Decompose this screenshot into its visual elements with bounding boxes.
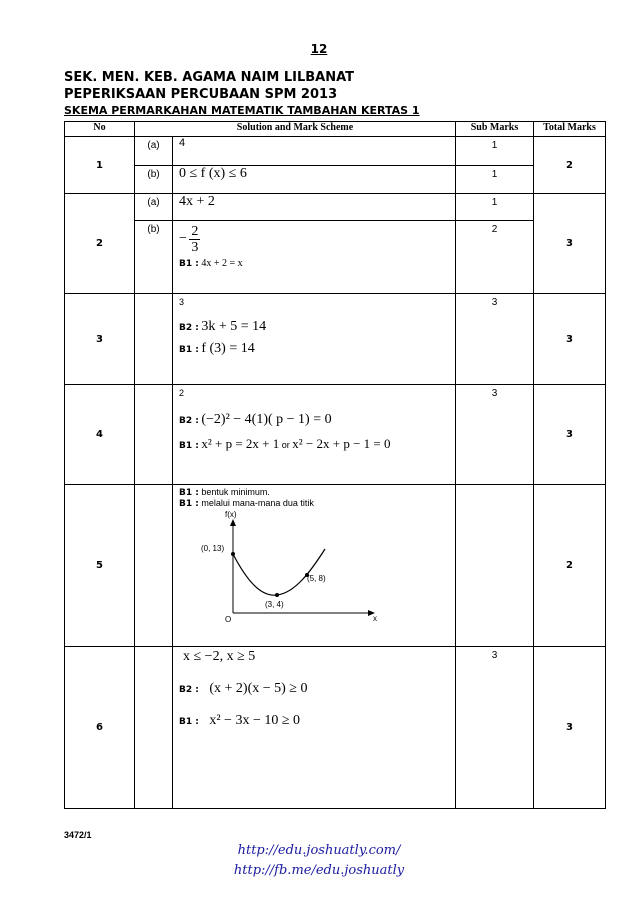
table-row <box>65 647 606 809</box>
table-row <box>65 194 606 221</box>
b2-working: (x + 2)(x − 5) ≥ 0 <box>209 681 308 696</box>
table-row <box>65 385 606 485</box>
answer: 4x + 2 <box>179 194 215 209</box>
point-marker <box>275 593 279 597</box>
parabola-curve <box>233 549 325 595</box>
sub-marks: 3 <box>456 385 534 485</box>
b1-label: B1 : <box>179 259 199 269</box>
paper-code: 3472/1 <box>64 830 92 840</box>
criterion-two-points: melalui mana-mana dua titik <box>201 498 314 508</box>
b2-working: 3k + 5 = 14 <box>201 319 267 334</box>
origin-label: O <box>225 615 232 623</box>
sub-marks: 1 <box>456 194 534 221</box>
table-row <box>65 221 606 294</box>
b1-label: B1 : <box>179 488 199 498</box>
b1-working: 4x + 2 = x <box>201 258 243 269</box>
sub-marks: 2 <box>456 221 534 294</box>
b2-working: (−2)² − 4(1)( p − 1) = 0 <box>201 412 332 427</box>
b1-working: f (3) = 14 <box>201 341 255 356</box>
answer: 4 <box>179 137 186 149</box>
answer: 2 <box>179 388 185 398</box>
scheme-title: SKEMA PERMARKAHAN MATEMATIK TAMBAHAN KERTAS 1 <box>64 104 420 117</box>
b1-working: x² − 3x − 10 ≥ 0 <box>209 713 301 728</box>
y-axis-arrow <box>230 519 236 526</box>
b2-label: B2 : <box>179 416 199 426</box>
total-marks: 3 <box>534 385 606 485</box>
question-number: 6 <box>65 647 135 809</box>
y-axis-label: f(x) <box>225 511 237 519</box>
b1-working-alt: x² − 2x + p − 1 = 0 <box>292 436 391 451</box>
b1-label: B1 : <box>179 441 199 451</box>
answer: x ≤ −2, x ≥ 5 <box>183 649 256 664</box>
part-label: (b) <box>135 221 173 294</box>
point-label-third: (5, 8) <box>307 574 326 583</box>
fraction <box>189 224 200 255</box>
point-label-y-intercept: (0, 13) <box>201 544 225 553</box>
table-row <box>65 485 606 647</box>
question-number: 2 <box>65 194 135 294</box>
part-label: (b) <box>135 166 173 194</box>
numerator: 2 <box>191 224 199 239</box>
b2-label: B2 : <box>179 685 199 695</box>
exam-title: PEPERIKSAAN PERCUBAAN SPM 2013 <box>64 87 338 102</box>
website-link[interactable]: http://edu.joshuatly.com/ <box>237 843 401 858</box>
b1-label: B1 : <box>179 499 199 509</box>
b1-label: B1 : <box>179 717 199 727</box>
point-label-minimum: (3, 4) <box>265 600 284 609</box>
total-marks: 2 <box>534 485 606 647</box>
marking-scheme-table <box>64 121 606 809</box>
question-number: 1 <box>65 137 135 194</box>
b2-label: B2 : <box>179 323 199 333</box>
denominator: 3 <box>191 240 199 255</box>
sub-marks: 3 <box>456 647 534 809</box>
sub-marks: 1 <box>456 137 534 166</box>
school-name: SEK. MEN. KEB. AGAMA NAIM LILBANAT <box>64 70 354 85</box>
col-header-sub-marks: Sub Marks <box>456 122 534 137</box>
facebook-link[interactable]: http://fb.me/edu.joshuatly <box>233 863 405 878</box>
quadratic-graph <box>199 511 379 623</box>
total-marks: 3 <box>534 194 606 294</box>
total-marks: 3 <box>534 294 606 385</box>
question-number: 5 <box>65 485 135 647</box>
answer: 0 ≤ f (x) ≤ 6 <box>179 166 247 181</box>
table-header-row <box>65 122 606 137</box>
col-header-solution: Solution and Mark Scheme <box>135 122 456 137</box>
answer: 3 <box>179 297 185 307</box>
sub-marks: 1 <box>456 166 534 194</box>
page-number: 12 <box>310 42 328 56</box>
minus-sign: − <box>179 230 187 246</box>
criterion-minimum-shape: bentuk minimum. <box>201 487 270 497</box>
point-marker <box>231 552 235 556</box>
total-marks: 3 <box>534 647 606 809</box>
table-row <box>65 137 606 166</box>
sub-marks: 3 <box>456 294 534 385</box>
b1-working: x² + p = 2x + 1 <box>201 436 280 451</box>
question-number: 4 <box>65 385 135 485</box>
b1-label: B1 : <box>179 345 199 355</box>
part-label: (a) <box>135 194 173 221</box>
or-label: or <box>281 440 290 450</box>
x-axis-label: x <box>373 614 377 623</box>
part-label: (a) <box>135 137 173 166</box>
table-row <box>65 166 606 194</box>
question-number: 3 <box>65 294 135 385</box>
col-header-no: No <box>65 122 135 137</box>
col-header-total-marks: Total Marks <box>534 122 606 137</box>
total-marks: 2 <box>534 137 606 194</box>
table-row <box>65 294 606 385</box>
